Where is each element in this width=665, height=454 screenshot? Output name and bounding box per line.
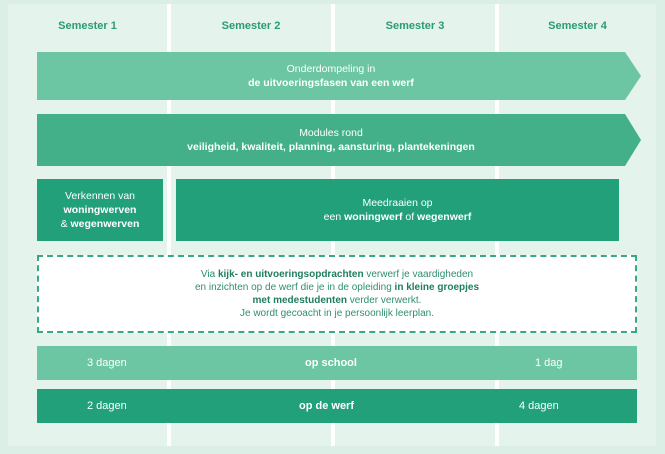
- explore-line-2: woningwerven: [63, 204, 137, 216]
- explore-sites-box: [37, 179, 163, 241]
- site-days-right: 4 dagen: [519, 400, 559, 412]
- immersion-arrow: [37, 52, 641, 100]
- explore-line-3: & wegenwerven: [60, 218, 140, 230]
- semester-3-label: Semester 3: [385, 20, 445, 32]
- modules-line-1: Modules rond: [299, 127, 363, 139]
- participate-line-2: een woningwerf of wegenwerf: [323, 211, 472, 223]
- modules-arrow: [37, 114, 641, 166]
- immersion-line-1: Onderdompeling in: [286, 63, 376, 75]
- site-days-row: [37, 389, 637, 423]
- participate-site-box: [176, 179, 619, 241]
- assignments-line-3: met medestudenten verder verwerkt.: [252, 295, 422, 306]
- assignments-line-2: en inzichten op de werf die je in de opleiding in kleine groepjes: [194, 282, 480, 293]
- assignments-box: [37, 255, 637, 333]
- school-days-label: op school: [305, 357, 357, 369]
- school-days-row: [37, 346, 637, 380]
- semester-2-label: Semester 2: [221, 20, 281, 32]
- immersion-line-2: de uitvoeringsfasen van een werf: [248, 77, 414, 89]
- assignments-line-1: Via kijk- en uitvoeringsopdrachten verwerf je vaardigheden: [200, 269, 474, 280]
- site-days-left: 2 dagen: [87, 400, 127, 412]
- semester-4-label: Semester 4: [548, 20, 607, 32]
- assignments-line-4: Je wordt gecoacht in je persoonlijk leerplan.: [240, 308, 434, 319]
- participate-line-1: Meedraaien op: [362, 197, 433, 209]
- semester-1-label: Semester 1: [58, 20, 117, 32]
- site-days-label: op de werf: [299, 400, 355, 412]
- modules-line-2: veiligheid, kwaliteit, planning, aansturing, plantekeningen: [187, 141, 475, 153]
- explore-line-1: Verkennen van: [64, 190, 136, 202]
- school-days-right: 1 dag: [535, 357, 563, 369]
- school-days-left: 3 dagen: [87, 357, 127, 369]
